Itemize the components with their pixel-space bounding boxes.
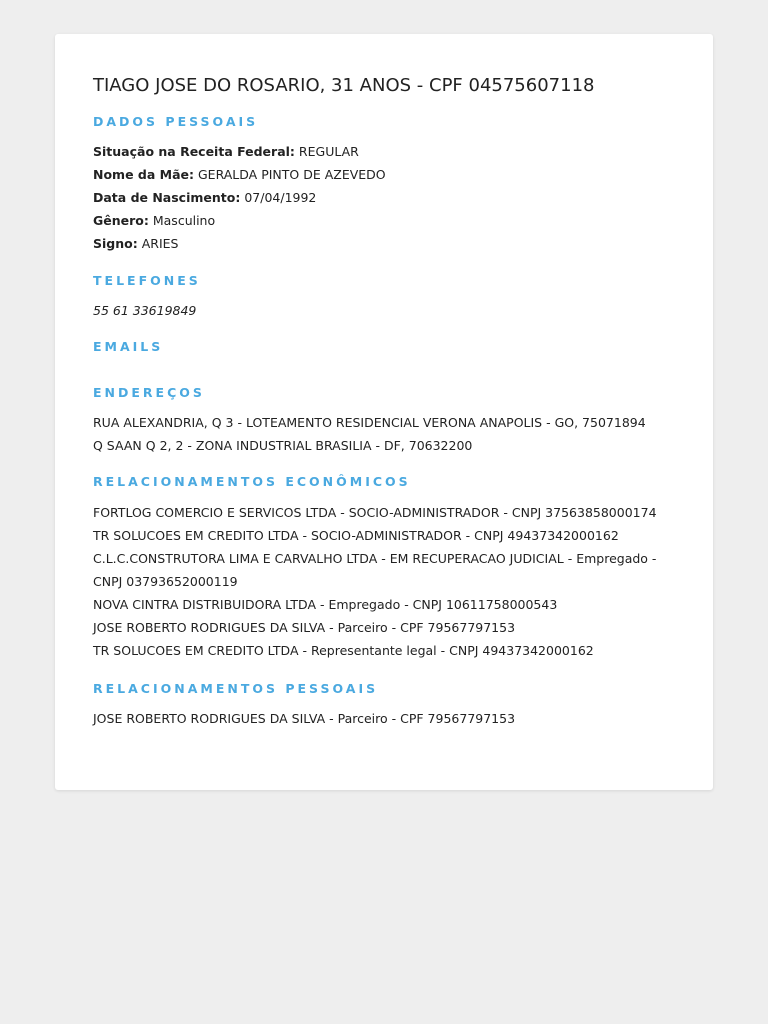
section-heading-dados-pessoais: DADOS PESSOAIS (93, 114, 259, 129)
address-item: RUA ALEXANDRIA, Q 3 - LOTEAMENTO RESIDENCIAL VERONA ANAPOLIS - GO, 75071894 (93, 415, 646, 430)
phone-list (93, 299, 675, 322)
list-item: JOSE ROBERTO RODRIGUES DA SILVA - Parceiro - CPF 79567797153 (93, 620, 516, 635)
list-item: C.L.C.CONSTRUTORA LIMA E CARVALHO LTDA - EM RECUPERACAO JUDICIAL - Empregado - (93, 551, 657, 566)
field-value: ARIES (141, 236, 179, 251)
list-item: JOSE ROBERTO RODRIGUES DA SILVA - Parceiro - CPF 79567797153 (93, 711, 516, 726)
section-heading-rel-pessoais: RELACIONAMENTOS PESSOAIS (93, 681, 379, 696)
field-value: REGULAR (298, 144, 359, 159)
field-label: Gênero: (93, 213, 149, 228)
field-label: Signo: (93, 236, 138, 251)
phone-item: 55 61 33619849 (93, 303, 197, 318)
list-item: TR SOLUCOES EM CREDITO LTDA - Representante legal - CNPJ 49437342000162 (93, 643, 594, 658)
economic-relationships-list (93, 501, 675, 662)
field-situacao-receita (93, 140, 675, 163)
list-item: CNPJ 03793652000119 (93, 574, 238, 589)
address-list (93, 411, 675, 457)
profile-card (55, 34, 713, 790)
field-label: Data de Nascimento: (93, 190, 241, 205)
list-item: TR SOLUCOES EM CREDITO LTDA - SOCIO-ADMINISTRADOR - CNPJ 49437342000162 (93, 528, 619, 543)
section-heading-telefones: TELEFONES (93, 273, 201, 288)
field-data-nascimento (93, 186, 675, 209)
field-nome-mae (93, 163, 675, 186)
section-heading-rel-economicos: RELACIONAMENTOS ECONÔMICOS (93, 474, 411, 489)
field-value: Masculino (152, 213, 216, 228)
field-label: Situação na Receita Federal: (93, 144, 295, 159)
personal-relationships-list (93, 707, 675, 730)
section-heading-enderecos: ENDEREÇOS (93, 385, 205, 400)
address-item: Q SAAN Q 2, 2 - ZONA INDUSTRIAL BRASILIA - DF, 70632200 (93, 438, 473, 453)
field-genero (93, 209, 675, 232)
personal-data-list (93, 140, 675, 255)
list-item: FORTLOG COMERCIO E SERVICOS LTDA - SOCIO-ADMINISTRADOR - CNPJ 37563858000174 (93, 505, 657, 520)
page-title: TIAGO JOSE DO ROSARIO, 31 ANOS - CPF 04575607118 (93, 75, 595, 96)
field-value: GERALDA PINTO DE AZEVEDO (197, 167, 386, 182)
list-item: NOVA CINTRA DISTRIBUIDORA LTDA - Empregado - CNPJ 10611758000543 (93, 597, 558, 612)
field-label: Nome da Mãe: (93, 167, 194, 182)
field-signo (93, 232, 675, 255)
section-heading-emails: EMAILS (93, 339, 164, 354)
field-value: 07/04/1992 (244, 190, 317, 205)
